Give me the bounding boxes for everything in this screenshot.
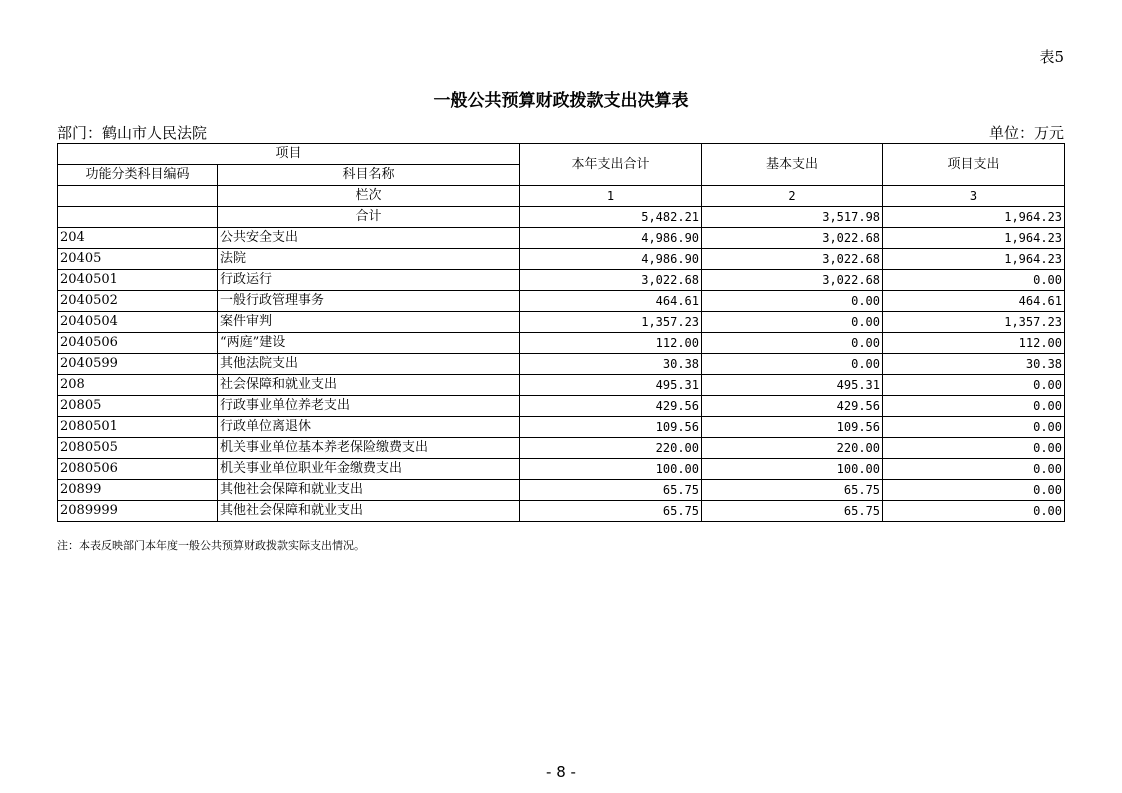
total-row-project: 1,964.23 <box>883 207 1065 228</box>
row-name: 公共安全支出 <box>218 228 520 249</box>
total-row-label: 合计 <box>218 207 520 228</box>
row-basic: 0.00 <box>702 333 883 354</box>
row-basic: 0.00 <box>702 312 883 333</box>
row-code: 2040502 <box>58 291 218 312</box>
row-total: 220.00 <box>520 438 702 459</box>
table-row <box>58 459 1065 480</box>
row-name: 案件审判 <box>218 312 520 333</box>
row-name: 一般行政管理事务 <box>218 291 520 312</box>
row-project: 0.00 <box>883 417 1065 438</box>
total-row-code <box>58 207 218 228</box>
row-name: 其他社会保障和就业支出 <box>218 501 520 522</box>
header-name: 科目名称 <box>218 165 520 186</box>
header-project: 项目 <box>58 144 520 165</box>
row-basic: 3,022.68 <box>702 228 883 249</box>
row-code: 20899 <box>58 480 218 501</box>
row-basic: 495.31 <box>702 375 883 396</box>
table-row <box>58 375 1065 396</box>
row-project: 1,964.23 <box>883 249 1065 270</box>
row-code: 2080505 <box>58 438 218 459</box>
row-total: 109.56 <box>520 417 702 438</box>
header-code: 功能分类科目编码 <box>58 165 218 186</box>
row-total: 429.56 <box>520 396 702 417</box>
row-project: 0.00 <box>883 270 1065 291</box>
row-project: 0.00 <box>883 501 1065 522</box>
row-basic: 429.56 <box>702 396 883 417</box>
row-code: 208 <box>58 375 218 396</box>
row-code: 2080506 <box>58 459 218 480</box>
row-code: 2040504 <box>58 312 218 333</box>
row-basic: 65.75 <box>702 480 883 501</box>
column-index-1: 1 <box>520 186 702 207</box>
table-row <box>58 291 1065 312</box>
row-name: “两庭”建设 <box>218 333 520 354</box>
column-index-row <box>58 186 1065 207</box>
department-label: 部门：鹤山市人民法院 <box>57 124 208 142</box>
total-row <box>58 207 1065 228</box>
row-basic: 3,022.68 <box>702 249 883 270</box>
row-code: 2040501 <box>58 270 218 291</box>
row-name: 机关事业单位职业年金缴费支出 <box>218 459 520 480</box>
row-basic: 0.00 <box>702 354 883 375</box>
row-name: 其他社会保障和就业支出 <box>218 480 520 501</box>
row-total: 1,357.23 <box>520 312 702 333</box>
row-code: 2040506 <box>58 333 218 354</box>
row-basic: 220.00 <box>702 438 883 459</box>
header-project-expense: 项目支出 <box>883 144 1065 186</box>
row-code: 2089999 <box>58 501 218 522</box>
row-project: 0.00 <box>883 438 1065 459</box>
column-index-empty <box>58 186 218 207</box>
column-index-label: 栏次 <box>218 186 520 207</box>
row-total: 65.75 <box>520 501 702 522</box>
row-basic: 100.00 <box>702 459 883 480</box>
row-project: 1,357.23 <box>883 312 1065 333</box>
budget-table <box>57 143 1065 522</box>
row-name: 行政单位离退休 <box>218 417 520 438</box>
row-project: 1,964.23 <box>883 228 1065 249</box>
row-name: 行政事业单位养老支出 <box>218 396 520 417</box>
row-name: 社会保障和就业支出 <box>218 375 520 396</box>
header-row-1 <box>58 144 1065 165</box>
table-row <box>58 438 1065 459</box>
row-total: 30.38 <box>520 354 702 375</box>
column-index-3: 3 <box>883 186 1065 207</box>
row-total: 4,986.90 <box>520 249 702 270</box>
row-total: 464.61 <box>520 291 702 312</box>
row-name: 其他法院支出 <box>218 354 520 375</box>
row-total: 112.00 <box>520 333 702 354</box>
row-project: 464.61 <box>883 291 1065 312</box>
row-project: 0.00 <box>883 480 1065 501</box>
table-row <box>58 354 1065 375</box>
row-total: 100.00 <box>520 459 702 480</box>
page-number: - 8 - <box>546 763 576 781</box>
row-total: 65.75 <box>520 480 702 501</box>
row-basic: 0.00 <box>702 291 883 312</box>
row-basic: 109.56 <box>702 417 883 438</box>
table-row <box>58 417 1065 438</box>
row-code: 20405 <box>58 249 218 270</box>
table-row <box>58 396 1065 417</box>
row-project: 30.38 <box>883 354 1065 375</box>
table-row <box>58 480 1065 501</box>
table-number: 表5 <box>1039 48 1064 66</box>
page-title: 一般公共预算财政拨款支出决算表 <box>433 91 689 111</box>
row-total: 4,986.90 <box>520 228 702 249</box>
table-row <box>58 270 1065 291</box>
unit-label: 单位：万元 <box>988 124 1064 142</box>
row-project: 0.00 <box>883 375 1065 396</box>
row-basic: 65.75 <box>702 501 883 522</box>
row-code: 2080501 <box>58 417 218 438</box>
row-total: 3,022.68 <box>520 270 702 291</box>
table-row <box>58 333 1065 354</box>
row-basic: 3,022.68 <box>702 270 883 291</box>
column-index-2: 2 <box>702 186 883 207</box>
total-row-basic: 3,517.98 <box>702 207 883 228</box>
total-row-total: 5,482.21 <box>520 207 702 228</box>
row-total: 495.31 <box>520 375 702 396</box>
table-row <box>58 312 1065 333</box>
table-row <box>58 501 1065 522</box>
row-code: 20805 <box>58 396 218 417</box>
row-project: 0.00 <box>883 459 1065 480</box>
table-row <box>58 249 1065 270</box>
header-basic: 基本支出 <box>702 144 883 186</box>
row-name: 法院 <box>218 249 520 270</box>
table-row <box>58 228 1065 249</box>
table-note: 注：本表反映部门本年度一般公共预算财政拨款实际支出情况。 <box>57 539 365 552</box>
row-code: 2040599 <box>58 354 218 375</box>
row-project: 112.00 <box>883 333 1065 354</box>
row-name: 机关事业单位基本养老保险缴费支出 <box>218 438 520 459</box>
header-total: 本年支出合计 <box>520 144 702 186</box>
row-code: 204 <box>58 228 218 249</box>
row-project: 0.00 <box>883 396 1065 417</box>
row-name: 行政运行 <box>218 270 520 291</box>
